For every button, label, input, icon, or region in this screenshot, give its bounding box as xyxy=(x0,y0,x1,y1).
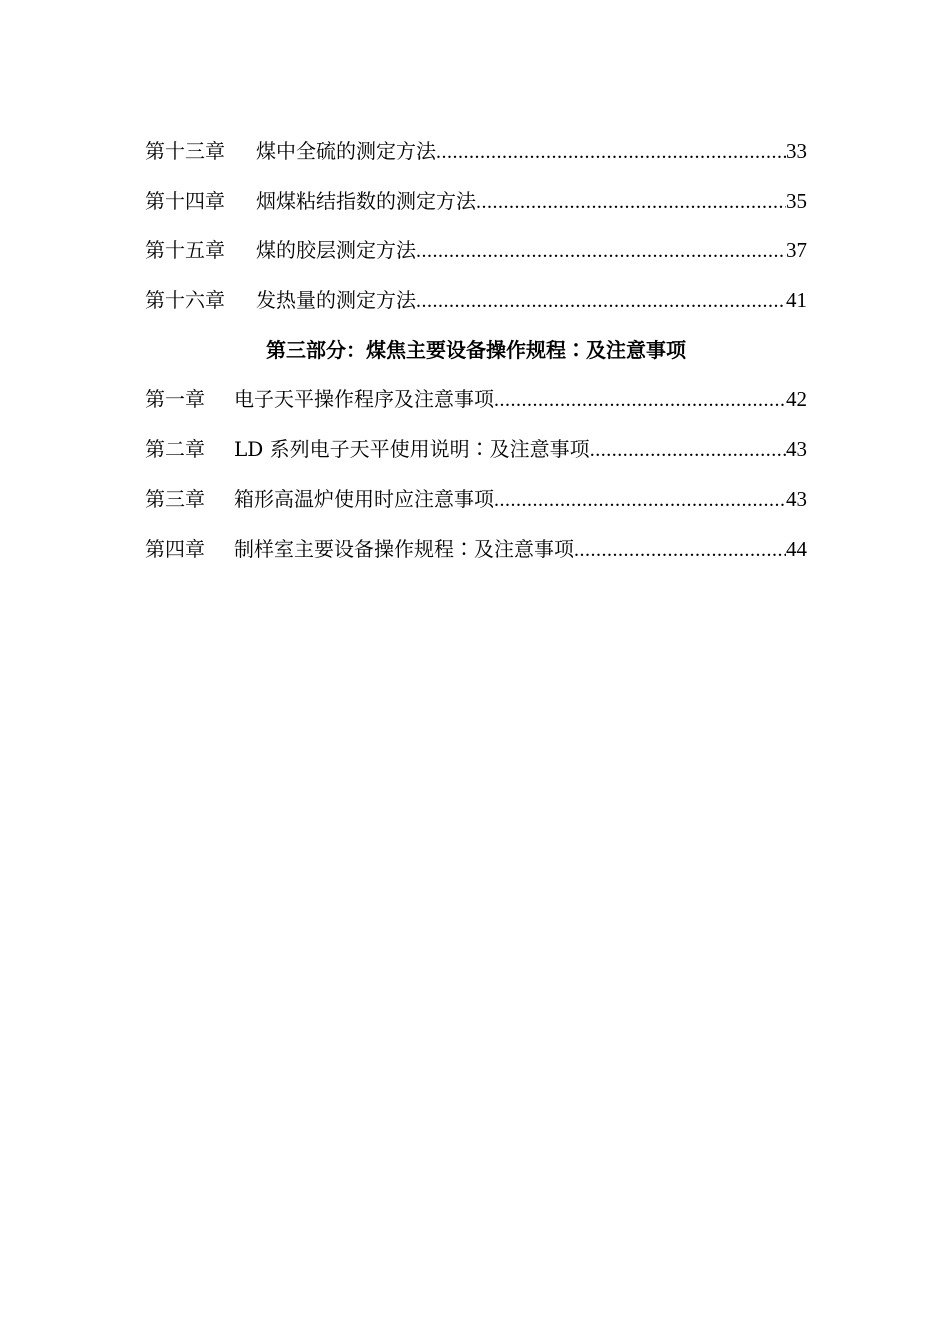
toc-entry-part3-chapter-3[interactable] xyxy=(145,476,807,526)
toc-chapter-title: 煤的胶层测定方法 xyxy=(256,238,416,263)
toc-entry-chapter-15[interactable] xyxy=(145,227,807,277)
toc-dot-leader xyxy=(574,527,786,573)
toc-chapter-title: LD 系列电子天平使用说明∶及注意事项 xyxy=(234,437,590,462)
toc-dot-leader xyxy=(494,477,786,523)
toc-page-number: 43 xyxy=(786,437,807,462)
toc-page-number: 37 xyxy=(786,238,807,263)
toc-chapter-title: 发热量的测定方法 xyxy=(256,288,416,313)
toc-page-number: 42 xyxy=(786,387,807,412)
toc-chapter-number: 第一章 xyxy=(145,387,205,412)
toc-dot-leader xyxy=(494,377,786,423)
toc-page-number: 35 xyxy=(786,188,807,213)
toc-entry-part3-chapter-1[interactable] xyxy=(145,376,807,426)
toc-chapter-number: 第四章 xyxy=(145,536,205,561)
toc-chapter-number: 第十四章 xyxy=(145,188,225,213)
toc-chapter-title: 电子天平操作程序及注意事项 xyxy=(234,387,494,412)
toc-page-number: 43 xyxy=(786,486,807,511)
table-of-contents xyxy=(145,128,807,575)
toc-chapter-title: 箱形高温炉使用时应注意事项 xyxy=(234,486,494,511)
toc-entry-chapter-13[interactable] xyxy=(145,128,807,178)
toc-chapter-title: 煤中全硫的测定方法 xyxy=(256,139,436,163)
toc-chapter-number: 第十五章 xyxy=(145,238,225,263)
toc-chapter-number: 第十六章 xyxy=(145,288,225,313)
toc-chapter-number: 第十三章 xyxy=(145,139,225,163)
toc-entry-chapter-14[interactable] xyxy=(145,178,807,228)
toc-entry-part3-chapter-4[interactable] xyxy=(145,526,807,576)
toc-chapter-number: 第三章 xyxy=(145,486,205,511)
part-three-heading[interactable]: 第三部分：煤焦主要设备操作规程∶及注意事项 xyxy=(266,337,686,362)
toc-dot-leader xyxy=(476,179,786,225)
toc-page-number: 33 xyxy=(786,139,807,163)
toc-dot-leader xyxy=(590,427,786,473)
toc-entry-chapter-16[interactable] xyxy=(145,277,807,327)
toc-dot-leader xyxy=(436,129,786,175)
toc-chapter-number: 第二章 xyxy=(145,437,205,462)
toc-page-number: 41 xyxy=(786,288,807,313)
toc-dot-leader xyxy=(416,278,786,324)
toc-chapter-title: 制样室主要设备操作规程∶及注意事项 xyxy=(234,536,574,561)
toc-dot-leader xyxy=(416,228,786,274)
toc-entry-part3-chapter-2[interactable] xyxy=(145,426,807,476)
toc-page-number: 44 xyxy=(786,536,807,561)
toc-chapter-title: 烟煤粘结指数的测定方法 xyxy=(256,188,476,213)
